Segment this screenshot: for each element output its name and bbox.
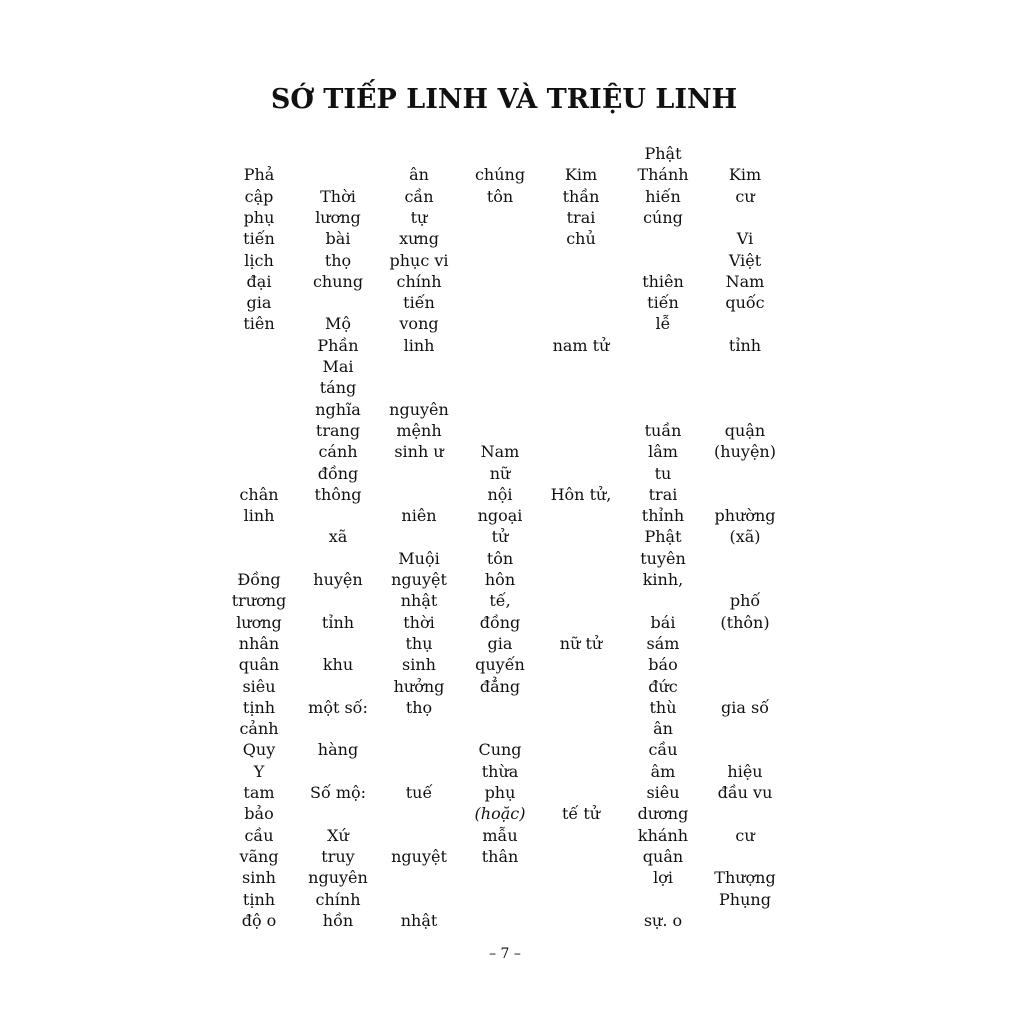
- column-line: khu: [322, 655, 354, 675]
- column-line: chính: [396, 271, 442, 291]
- column-line: hiệu: [727, 761, 763, 781]
- column-line: tịnh: [242, 889, 276, 909]
- column-line: ân: [653, 719, 673, 739]
- column-line: bái: [650, 612, 676, 632]
- page-number: – 7 –: [489, 946, 521, 962]
- column-line: Y: [253, 761, 265, 781]
- column-line: hôn: [484, 570, 516, 589]
- column-line: xưng: [399, 229, 439, 249]
- column-line: tự: [410, 207, 428, 227]
- column-line: niên: [401, 506, 437, 526]
- column-line: trai: [566, 207, 596, 227]
- column-line: trương: [231, 591, 287, 611]
- column-line: vãng: [239, 846, 279, 866]
- column-line: ngoại: [477, 506, 523, 526]
- column-line: tử: [491, 527, 509, 547]
- column-line: trang: [315, 420, 361, 440]
- column-line: đồng: [479, 612, 521, 632]
- column-line: Phật: [644, 144, 682, 163]
- column-line: hiến: [645, 186, 681, 206]
- column-line: tam: [243, 783, 275, 802]
- column-line: vong: [399, 314, 439, 334]
- column-line: phường: [714, 506, 776, 526]
- column-line: phục vi: [389, 250, 449, 270]
- column-line: chúng: [474, 165, 526, 185]
- column-line: nguyệt: [391, 570, 447, 589]
- column-line: quyến: [475, 655, 525, 675]
- column-line: cảnh: [239, 719, 279, 739]
- column-line: thiên: [642, 271, 684, 291]
- column-line: Phần: [317, 335, 359, 355]
- column-line: siêu: [646, 783, 680, 802]
- column-line: Phụng: [719, 889, 771, 909]
- column-line: âm: [650, 761, 676, 781]
- column-line: thụ: [405, 633, 433, 653]
- column-line: cúng: [643, 207, 683, 227]
- column-line: nhật: [400, 910, 438, 930]
- column-line: linh: [243, 506, 275, 526]
- column-line: thừa: [481, 761, 519, 781]
- column-line: hồn: [322, 910, 354, 930]
- column-line: lịch: [244, 250, 274, 270]
- column-line: tiến: [243, 229, 275, 249]
- column-line: Phả: [243, 165, 275, 185]
- column-line: thân: [481, 846, 519, 866]
- column-line: cầu: [648, 740, 678, 760]
- column-line: thông: [314, 484, 362, 504]
- column-line: tiến: [403, 293, 435, 313]
- column-line: lâm: [648, 442, 678, 462]
- column-line: thù: [649, 697, 677, 717]
- column-line: đầu vu: [717, 783, 773, 802]
- column-line: Kim: [728, 165, 762, 185]
- column-line: (hoặc): [474, 804, 526, 824]
- column-line: linh: [403, 335, 435, 355]
- column-line: tôn: [486, 548, 514, 568]
- column-line: siêu: [242, 676, 276, 696]
- column-line: Nam: [725, 271, 765, 291]
- column-line: tu: [654, 463, 672, 483]
- column-line: táng: [319, 378, 357, 398]
- column-line: trai: [648, 484, 678, 504]
- column-line: tuần: [644, 420, 682, 440]
- column-line: phố: [729, 591, 761, 611]
- column-line: độ o: [241, 910, 277, 930]
- column-line: Số mộ:: [309, 783, 367, 802]
- column-line: tế tử: [561, 804, 601, 824]
- column-line: đẳng: [479, 676, 521, 696]
- column-line: tiên: [243, 314, 275, 334]
- column-line: chung: [312, 271, 364, 291]
- column-line: lương: [315, 207, 361, 227]
- column-line: tôn: [486, 186, 514, 206]
- column-line: Mộ: [324, 314, 351, 334]
- column-line: quận: [724, 420, 766, 440]
- column-line: bảo: [244, 804, 274, 824]
- column-line: ân: [409, 165, 429, 185]
- column-line: bài: [325, 229, 351, 249]
- column-line: tuyên: [640, 548, 686, 568]
- column-line: phụ: [243, 207, 275, 227]
- column-line: thọ: [324, 250, 352, 270]
- column-line: sinh ư: [394, 442, 444, 462]
- column-line: cần: [404, 186, 434, 206]
- column-line: Vi: [736, 229, 754, 249]
- column-line: gia: [246, 293, 272, 313]
- column-line: thọ: [405, 697, 433, 717]
- column-line: kinh,: [642, 570, 684, 589]
- column-line: cư: [735, 825, 755, 845]
- column-line: Thời: [320, 186, 356, 206]
- column-line: Thánh: [637, 165, 689, 185]
- column-line: đồng: [317, 463, 359, 483]
- column-line: Phật: [644, 527, 682, 547]
- column-line: hàng: [317, 740, 359, 760]
- column-line: mẫu: [482, 825, 518, 845]
- column-line: gia: [487, 633, 513, 653]
- column-line: tỉnh: [321, 612, 355, 632]
- column-line: mệnh: [396, 420, 442, 440]
- column-line: nguyệt: [391, 846, 447, 866]
- column-line: nghĩa: [315, 399, 361, 419]
- column-line: đức: [648, 676, 678, 696]
- column-line: cánh: [318, 442, 358, 462]
- column-line: quân: [238, 655, 280, 675]
- column-line: tế,: [489, 591, 511, 611]
- column-line: nhân: [238, 633, 280, 653]
- column-line: thần: [562, 186, 600, 206]
- column-line: thời: [403, 612, 435, 632]
- column-line: khánh: [637, 825, 689, 845]
- page-title: SỚ TIẾP LINH VÀ TRIỆU LINH: [270, 84, 738, 115]
- column-line: quân: [642, 846, 684, 866]
- column-line: lợi: [653, 868, 673, 888]
- column-line: sinh: [402, 655, 436, 675]
- column-line: xã: [328, 527, 348, 547]
- column-line: Đồng: [237, 570, 281, 589]
- column-line: Mai: [322, 357, 354, 376]
- column-line: quốc: [725, 293, 765, 313]
- column-line: tịnh: [242, 697, 276, 717]
- column-line: Hôn tử,: [550, 484, 612, 504]
- column-line: Thượng: [714, 868, 776, 888]
- column-line: dương: [637, 804, 689, 824]
- column-line: chân: [239, 484, 279, 504]
- column-line: sinh: [242, 868, 276, 888]
- column-line: Cung: [478, 740, 522, 760]
- column-line: (thôn): [720, 612, 770, 632]
- column-line: cư: [735, 186, 755, 206]
- column-line: chính: [315, 889, 361, 909]
- column-line: Quy: [242, 740, 276, 760]
- column-line: truy: [321, 846, 355, 866]
- column-line: gia số: [721, 697, 769, 717]
- column-line: nhật: [400, 591, 438, 611]
- column-line: Việt: [728, 250, 762, 270]
- column-line: một số:: [308, 697, 368, 717]
- column-line: nguyên: [308, 868, 368, 888]
- column-line: cầu: [244, 825, 274, 845]
- column-line: sự. o: [643, 910, 683, 930]
- column-line: tiến: [647, 293, 679, 313]
- column-line: tỉnh: [728, 335, 762, 355]
- column-line: (xã): [729, 527, 761, 547]
- column-line: huyện: [313, 570, 363, 589]
- column-line: nguyên: [389, 399, 449, 419]
- column-line: phụ: [484, 783, 516, 802]
- column-line: nữ: [489, 463, 511, 483]
- column-line: tuế: [405, 783, 433, 802]
- column-line: Xứ: [327, 825, 349, 845]
- column-line: lương: [236, 612, 282, 632]
- column-line: cập: [244, 186, 274, 206]
- column-line: Kim: [564, 165, 598, 185]
- column-line: hưởng: [393, 676, 445, 696]
- column-line: (huyện): [714, 442, 776, 462]
- column-line: Muội: [398, 548, 440, 568]
- column-line: sám: [646, 633, 680, 653]
- column-line: nam tử: [552, 335, 610, 355]
- column-line: Nam: [480, 442, 520, 462]
- column-line: chủ: [566, 229, 596, 249]
- column-line: lễ: [655, 314, 671, 334]
- column-line: nữ tử: [559, 633, 603, 653]
- column-line: nội: [487, 484, 513, 504]
- column-line: báo: [648, 655, 678, 675]
- column-line: thỉnh: [641, 506, 685, 526]
- column-line: đại: [246, 271, 272, 291]
